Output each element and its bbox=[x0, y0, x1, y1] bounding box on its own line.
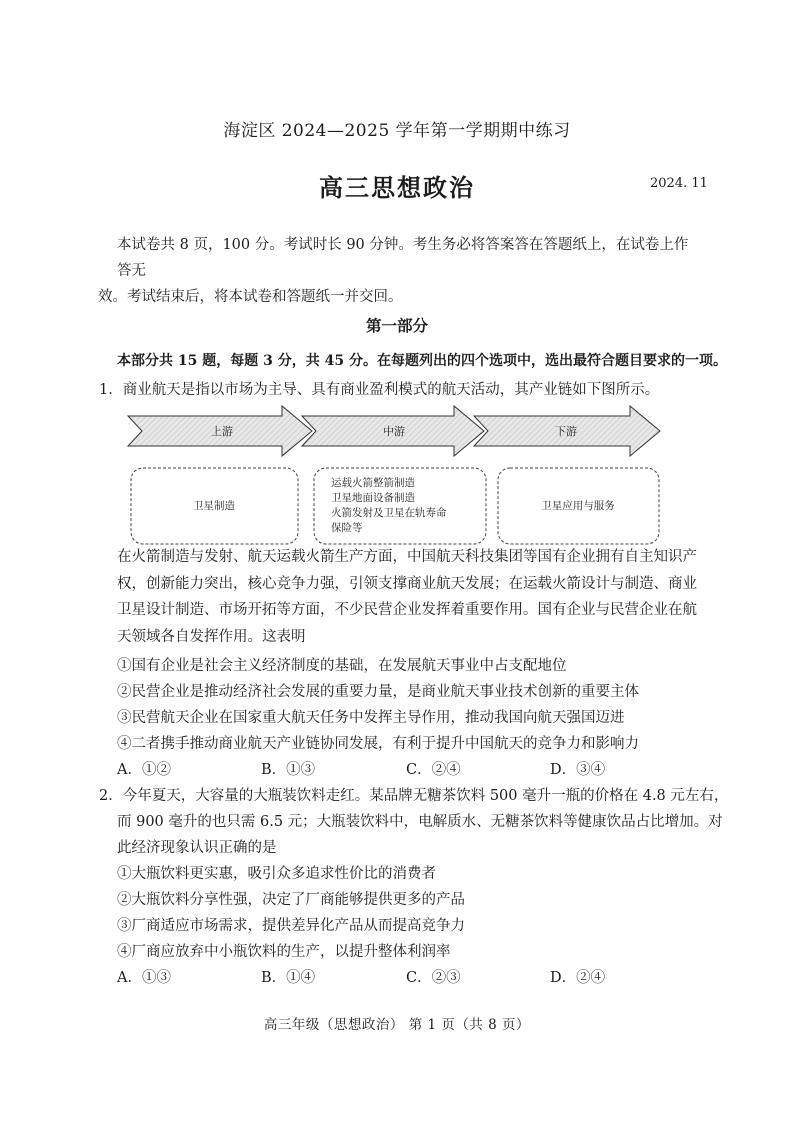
midstream-box-line: 火箭发射及卫星在轨寿命 bbox=[331, 507, 447, 519]
question-body-line: 此经济现象认识正确的是 bbox=[117, 840, 277, 856]
stage-label-upstream: 上游 bbox=[211, 425, 233, 438]
q1-option-4: ④二者携手推动商业航天产业链协同发展，有利于提升中国航天的竞争力和影响力 bbox=[117, 736, 639, 752]
question-1-body bbox=[117, 544, 697, 650]
question-2-stem: 2．今年夏天，大容量的大瓶装饮料走红。某品牌无糖茶饮料 500 毫升一瓶的价格在 4.8 元左右， bbox=[99, 788, 729, 804]
upstream-box-text: 卫星制造 bbox=[193, 500, 235, 512]
q2-option-2: ②大瓶饮料分享性强，决定了厂商能够提供更多的产品 bbox=[117, 892, 465, 908]
instructions bbox=[98, 232, 697, 310]
q2-choice-b: B．①④ bbox=[261, 970, 316, 986]
q1-choice-a: A．①② bbox=[117, 762, 171, 778]
subject-title: 高三思想政治 bbox=[319, 173, 475, 202]
question-body-line: 权，创新能力突出，核心竞争力强，引领支撑商业航天发展；在运载火箭设计与制造、商业 bbox=[117, 575, 697, 592]
question-body-line: 而 900 毫升的也只需 6.5 元；大瓶装饮料中，电解质水、无糖茶饮料等健康饮品占比增加。对 bbox=[117, 814, 723, 830]
section-title: 第一部分 bbox=[365, 316, 428, 335]
midstream-box-line: 保险等 bbox=[331, 522, 363, 534]
instruction-line: 效。考试结束后，将本试卷和答题纸一并交回。 bbox=[98, 289, 403, 305]
exam-title: 海淀区 2024—2025 学年第一学期期中练习 bbox=[223, 121, 571, 141]
q2-option-1: ①大瓶饮料更实惠，吸引众多追求性价比的消费者 bbox=[117, 866, 436, 882]
downstream-box-text: 卫星应用与服务 bbox=[541, 500, 615, 512]
q1-option-3: ③民营航天企业在国家重大航天任务中发挥主导作用，推动我国向航天强国迈进 bbox=[117, 710, 625, 726]
section-description: 本部分共 15 题，每题 3 分，共 45 分。在每题列出的四个选项中，选出最符合题目要求的一项。 bbox=[117, 353, 727, 369]
instruction-line: 本试卷共 8 页，100 分。考试时长 90 分钟。考生务必将答案答在答题纸上，在试卷上作答无 bbox=[117, 237, 689, 279]
q1-choice-d: D．③④ bbox=[550, 762, 606, 778]
exam-date: 2024. 11 bbox=[650, 176, 708, 191]
industry-chain-diagram bbox=[124, 404, 664, 550]
question-body-line: 在火箭制造与发射、航天运载火箭生产方面，中国航天科技集团等国有企业拥有自主知识产 bbox=[117, 549, 697, 565]
q2-choice-d: D．②④ bbox=[550, 970, 606, 986]
midstream-box-line: 运载火箭整箭制造 bbox=[331, 477, 415, 489]
q2-option-4: ④厂商应放弃中小瓶饮料的生产，以提升整体利润率 bbox=[117, 944, 451, 960]
stage-label-downstream: 下游 bbox=[555, 425, 577, 438]
q1-choice-b: B．①③ bbox=[261, 762, 316, 778]
q2-choice-c: C．②③ bbox=[406, 970, 461, 986]
question-1-stem: 1．商业航天是指以市场为主导、具有商业盈利模式的航天活动，其产业链如下图所示。 bbox=[99, 382, 660, 398]
question-body-line: 天领域各自发挥作用。这表明 bbox=[117, 628, 306, 645]
stage-label-midstream: 中游 bbox=[383, 425, 405, 438]
q2-choice-a: A．①③ bbox=[117, 970, 171, 986]
page-footer: 高三年级（思想政治） 第 1 页（共 8 页） bbox=[263, 1017, 531, 1033]
q2-option-3: ③厂商适应市场需求，提供差异化产品从而提高竞争力 bbox=[117, 918, 465, 934]
q1-option-2: ②民营企业是推动经济社会发展的重要力量，是商业航天事业技术创新的重要主体 bbox=[117, 684, 639, 700]
q1-option-1: ①国有企业是社会主义经济制度的基础，在发展航天事业中占支配地位 bbox=[117, 658, 567, 674]
q1-choice-c: C．②④ bbox=[406, 762, 461, 778]
question-body-line: 卫星设计制造、市场开拓等方面，不少民营企业发挥着重要作用。国有企业与民营企业在航 bbox=[117, 602, 697, 618]
midstream-box-line: 卫星地面设备制造 bbox=[331, 492, 415, 504]
